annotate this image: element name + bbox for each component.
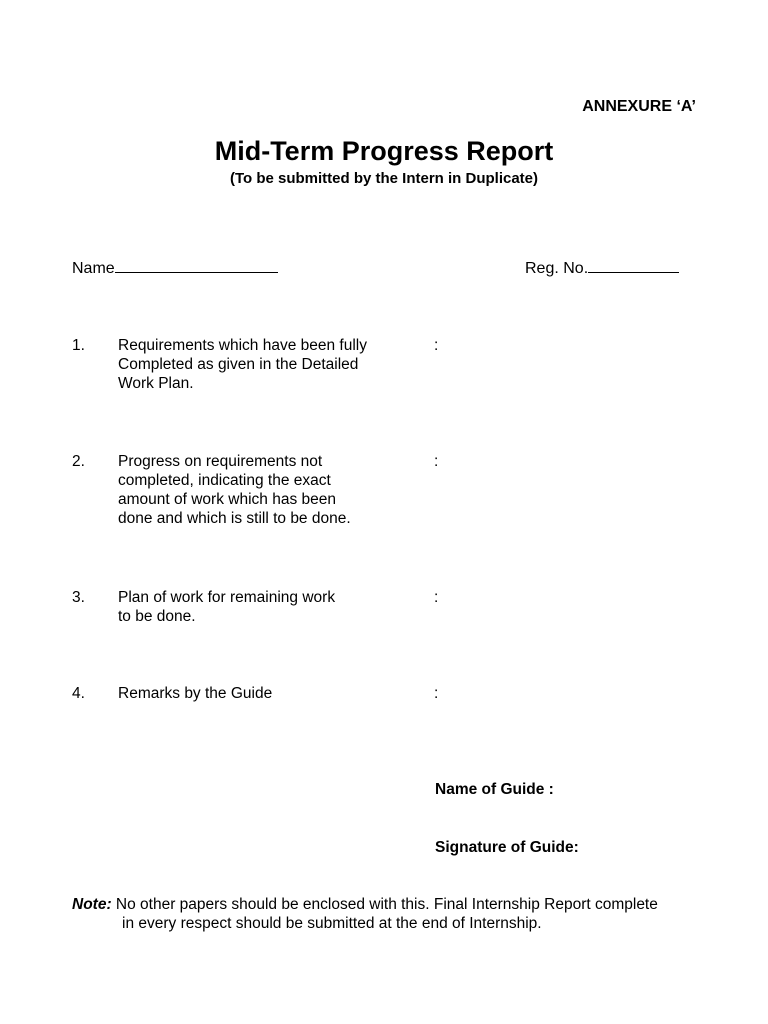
item-colon: : xyxy=(434,589,439,606)
page-subtitle: (To be submitted by the Intern in Duplicate) xyxy=(229,170,539,187)
item-text-line: amount of work which has been xyxy=(118,491,336,508)
note-block xyxy=(72,895,712,933)
guide-signature-label: Signature of Guide: xyxy=(435,839,579,856)
item-colon: : xyxy=(434,685,439,702)
reg-no-blank-line[interactable] xyxy=(588,258,679,273)
item-number: 4. xyxy=(72,685,85,702)
item-text-line: Progress on requirements not xyxy=(118,453,323,470)
reg-no-label: Reg. No. xyxy=(525,260,589,277)
item-text-line: Remarks by the Guide xyxy=(118,685,273,702)
name-field xyxy=(72,258,278,278)
annexure-label: ANNEXURE ‘A’ xyxy=(582,98,696,115)
item-colon: : xyxy=(434,453,439,470)
item-text xyxy=(118,336,418,393)
page-title: Mid-Term Progress Report xyxy=(214,136,554,166)
item-text-line: completed, indicating the exact xyxy=(118,472,331,489)
note-text-line-1: No other papers should be enclosed with this. Final Internship Report complete xyxy=(115,896,658,913)
item-text xyxy=(118,588,418,626)
item-text-line: done and which is still to be done. xyxy=(118,510,351,527)
item-text xyxy=(118,684,418,703)
item-text-line: Completed as given in the Detailed xyxy=(118,356,359,373)
note-text-line-2: in every respect should be submitted at the end of Internship. xyxy=(122,915,542,932)
item-text-line: Plan of work for remaining work xyxy=(118,589,336,606)
guide-name-label: Name of Guide : xyxy=(435,781,554,798)
item-colon: : xyxy=(434,337,439,354)
reg-no-field xyxy=(525,258,679,278)
item-number: 1. xyxy=(72,337,85,354)
item-text xyxy=(118,452,418,528)
note-label: Note: xyxy=(72,896,112,913)
item-number: 3. xyxy=(72,589,85,606)
item-text-line: to be done. xyxy=(118,608,196,625)
item-text-line: Work Plan. xyxy=(118,375,194,392)
item-number: 2. xyxy=(72,453,85,470)
name-label: Name xyxy=(72,260,115,277)
item-text-line: Requirements which have been fully xyxy=(118,337,367,354)
name-blank-line[interactable] xyxy=(115,258,278,273)
